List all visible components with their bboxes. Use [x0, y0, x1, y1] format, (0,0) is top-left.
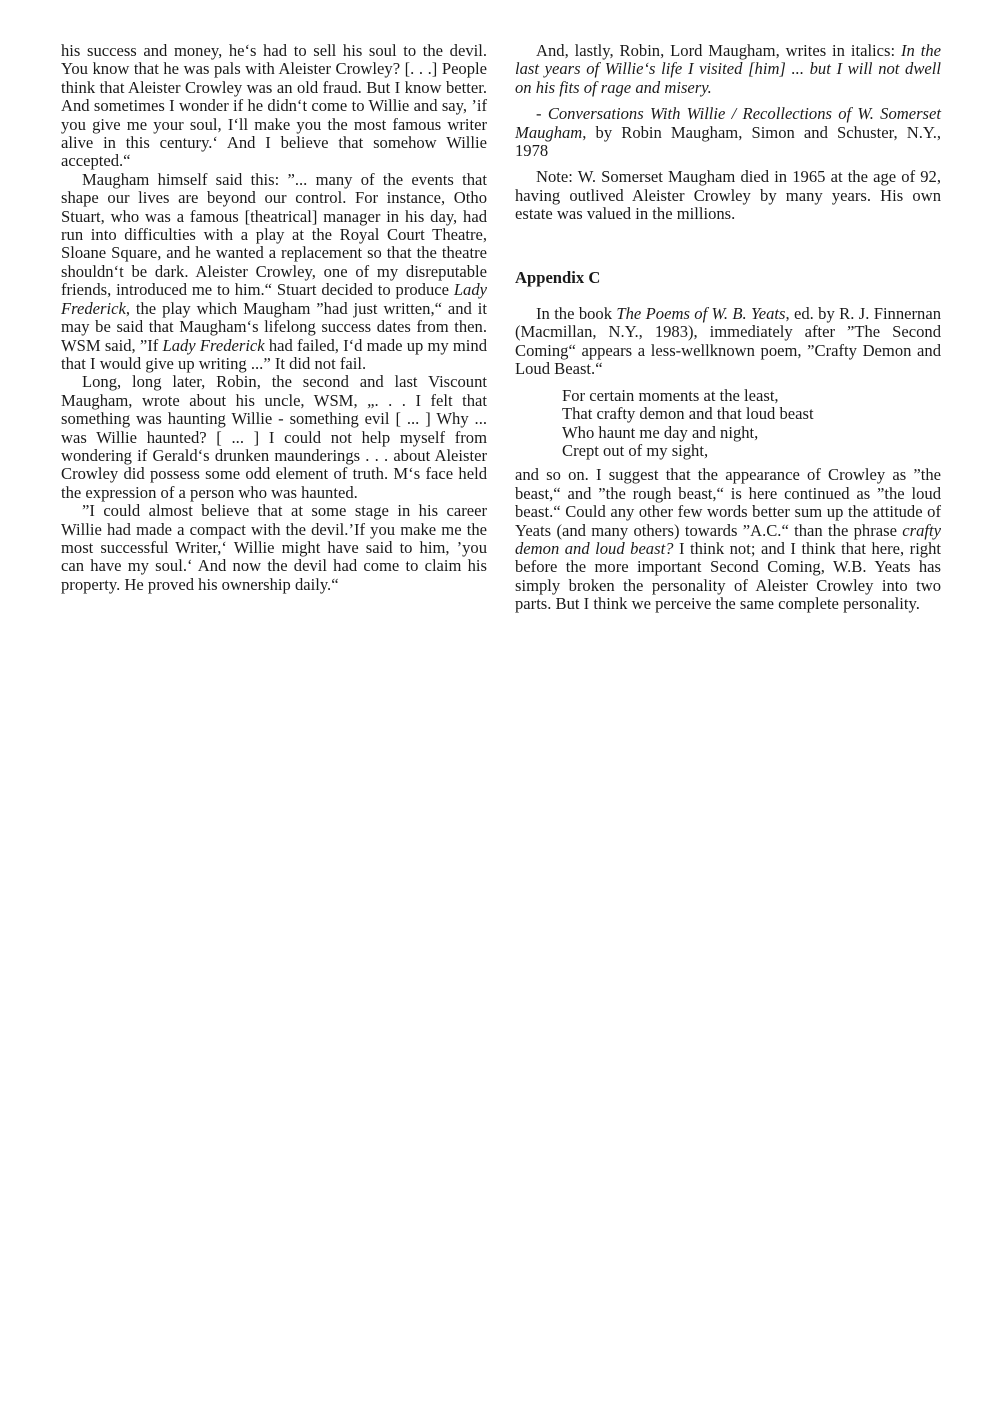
- section-heading: Appendix C: [515, 267, 601, 287]
- book-title: The Poems of W. B. Yeats: [616, 304, 786, 324]
- poem-line: That crafty demon and that loud beast: [562, 404, 814, 424]
- left-column: [61, 42, 487, 594]
- italic-quote: In the last years of Willie‘s life I visited [him] ... but I will not dwell on his fits of rage and misery.: [515, 41, 941, 97]
- play-title: Lady Frederick: [162, 335, 265, 355]
- text-run: , ed. by R. J. Finnernan (Macmillan, N.Y., 1983), immediately after ”The Second Coming“ appears a less-wellknown poem, ”Crafty Demon and Loud Beast.“: [515, 304, 942, 379]
- text-run: and so on. I suggest that the appearance of Crowley as ”the beast,“ and ”the rough beast,“ is here continued as ”the loud beast.“ Could any other few words better sum up the attitude of Yeats (and many others) towards ”A.C.“ than the phrase: [515, 465, 941, 540]
- right-column: [515, 42, 941, 614]
- text-run: -: [536, 104, 548, 124]
- citation: [515, 105, 941, 160]
- play-title: Lady Frederick: [61, 280, 487, 318]
- text-run: I think not; and I think that here, right before the more important Second Coming, W.B. Yeats has simply broken the personality of Aleister Crowley into two parts. But I think we perceive the same complete personality.: [515, 538, 942, 614]
- paragraph-soul-devil: his success and money, he‘s had to sell his soul to the devil. You know that he was pals with Aleister Crowley? [. . .] People think that Aleister Crowley was an old fraud. But I know better. And sometimes I wonder if he didn‘t come to Willie and say, ’if you give me your soul, I‘ll make you the most famous writer alive in this century.‘ And I believe that somehow Willie accepted.“: [61, 41, 487, 171]
- paragraph-maugham-quote: [61, 171, 487, 373]
- text-run: Maugham himself said this: ”... many of the events that shape our lives are beyond our control. For instance, Otho Stuart, who was a famous [theatrical] manager in his day, had run into difficulties with a play at the Royal Court Theatre, Sloane Square, and he wanted a replacement so that the theatre shouldn‘t be dark. Aleister Crowley, one of my disreputable friends, introduced me to him.“ Stuart decided to produce: [61, 169, 487, 300]
- text-run: had failed, I‘d made up my mind that I would give up writing ...” It did not fail.: [61, 335, 487, 373]
- poem-line: For certain moments at the least,: [562, 385, 779, 405]
- poem-excerpt: [562, 387, 941, 461]
- text-run: , the play which Maugham ”had just written,“ and it may be said that Maugham‘s lifelong success dates from then. WSM said, ”If: [61, 298, 487, 355]
- paragraph-note: Note: W. Somerset Maugham died in 1965 at the age of 92, having outlived Aleister Crowley by many years. His own estate was valued in the millions.: [515, 167, 941, 224]
- poem-line: Crept out of my sight,: [562, 440, 709, 460]
- paragraph-compact-devil: ”I could almost believe that at some stage in his career Willie had made a compact with the devil.’If you make me the most successful Writer,‘ Willie might have said to him, ’you can have my soul.‘ And now the devil had come to claim his property. He proved his ownership daily.“: [61, 501, 487, 594]
- paragraph-yeats-book: [515, 305, 941, 379]
- poem-line: Who haunt me day and night,: [562, 422, 759, 442]
- paragraph-lord-maugham: [515, 42, 941, 97]
- paragraph-robin-maugham: Long, long later, Robin, the second and last Viscount Maugham, wrote about his uncle, WSM, „. . . I felt that something was haunting Willie - something evil [ ... ] Why ... was Willie haunted? [ ... ] I could not help myself from wondering if Gerald‘s drunken maunderings . . . about Aleister Crowley did possess some odd element of truth. M‘s face held the expression of a person who was haunted.: [61, 372, 487, 502]
- paragraph-beast-analysis: [515, 466, 941, 613]
- text-run: , by Robin Maugham, Simon and Schuster, N.Y., 1978: [515, 122, 941, 161]
- text-run: In the book: [536, 304, 617, 324]
- italic-phrase: crafty demon and loud beast?: [515, 520, 941, 558]
- text-run: And, lastly, Robin, Lord Maugham, writes in italics:: [536, 41, 901, 60]
- book-title: Conversations With Willie / Recollections of W. Somerset Maugham: [515, 104, 941, 142]
